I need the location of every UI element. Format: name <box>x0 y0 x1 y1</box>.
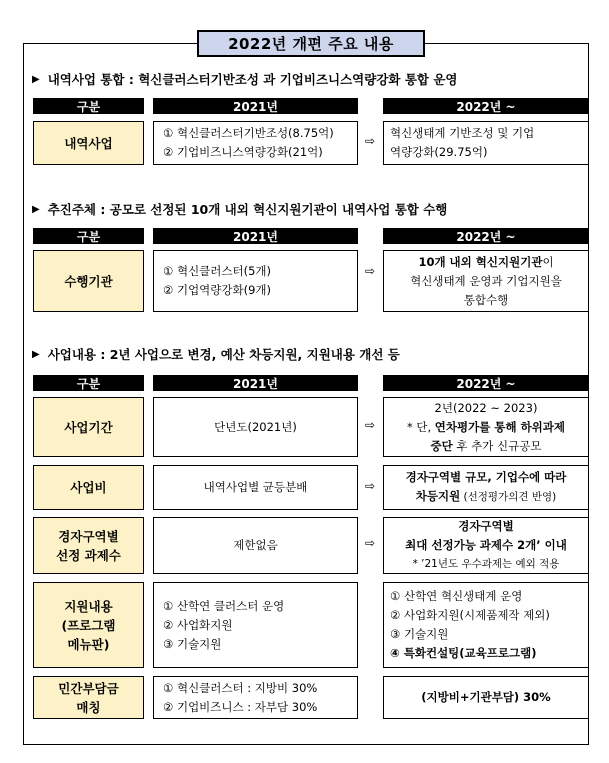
text-line: 단년도(2021년) <box>214 419 297 434</box>
row-label-budget: 사업비 <box>33 465 144 510</box>
text-fragment: 이 <box>542 254 554 269</box>
cell-2022-operator <box>383 250 589 312</box>
cell-2021-project-count <box>153 517 358 574</box>
note-text: * ’21년도 우수과제는 예외 적용 <box>412 558 560 570</box>
list-item: ① 혁신클러스터 : 지방비 30% <box>163 680 318 695</box>
text-line <box>407 418 565 437</box>
text-line <box>431 437 542 456</box>
emphasis-text: 10개 내외 혁신지원기관 <box>418 254 543 269</box>
emphasis-text: 연차평가를 통해 하위과제 <box>434 419 566 434</box>
text-line: 내역사업별 균등분배 <box>203 480 308 494</box>
label-line: 매칭 <box>76 699 101 715</box>
section-heading-3 <box>32 345 400 363</box>
section-heading-text: 사업내용 : 2년 사업으로 변경, 예산 차등지원, 지원내용 개선 등 <box>47 347 400 362</box>
text-line: 제한없음 <box>233 538 278 552</box>
list-item: ① 혁신클러스터(5개) <box>163 264 272 278</box>
arrow-right-icon: ⇨ <box>364 418 376 432</box>
cell-2022-support <box>383 582 589 668</box>
list-item: ③ 기술지원 <box>163 636 222 651</box>
section-heading-text: 내역사업 통합 : 혁신클러스터기반조성 과 기업비즈니스역량강화 통합 운영 <box>47 72 458 87</box>
text-fragment: (선정평가의견 반영) <box>460 491 557 503</box>
arrow-right-icon: ⇨ <box>364 264 376 278</box>
page-title: 2022년 개편 주요 내용 <box>197 30 425 57</box>
list-item: ③ 기술지원 <box>390 627 449 641</box>
bullet-triangle-icon: ▶ <box>32 203 40 215</box>
header-2021: 2021년 <box>153 98 358 114</box>
label-line: 경자구역별 <box>58 528 119 544</box>
section-heading-1 <box>32 70 458 88</box>
emphasis-text: 차등지원 <box>415 489 461 503</box>
text-line <box>416 487 556 507</box>
list-item: ④ 특화컨설팅(교육프로그램) <box>390 646 537 660</box>
list-item: ① 혁신클러스터기반조성(8.75억) <box>163 126 334 140</box>
cell-2021-operator <box>153 250 358 312</box>
cell-2022-matching <box>383 676 589 719</box>
text-fragment: 후 추가 신규공모 <box>452 438 542 453</box>
header-2021: 2021년 <box>153 375 358 391</box>
label-line: 선정 과제수 <box>56 547 121 563</box>
cell-2022-period <box>383 397 589 457</box>
row-label-matching <box>33 676 144 719</box>
cell-2022-project-count <box>383 517 589 574</box>
emphasis-text: 중단 <box>430 438 453 453</box>
cell-2021-subproject <box>153 121 358 165</box>
list-item: ② 기업비즈니스 : 자부담 30% <box>163 699 318 714</box>
emphasis-text: 경자구역별 <box>458 519 514 533</box>
section-heading-text: 추진주체 : 공모로 선정된 10개 내외 혁신지원기관이 내역사업 통합 수행 <box>47 202 448 217</box>
label-line: 민간부담금 <box>58 680 119 696</box>
header-2022: 2022년 ~ <box>383 375 589 391</box>
text-line: 역량강화(29.75억) <box>390 145 488 159</box>
row-label-subproject: 내역사업 <box>33 121 144 165</box>
list-item: ② 기업역량강화(9개) <box>163 283 272 297</box>
cell-2021-budget <box>153 465 358 510</box>
text-line: 통합수행 <box>463 292 509 307</box>
bullet-triangle-icon: ▶ <box>32 73 40 85</box>
text-fragment: * 단, <box>406 419 435 434</box>
cell-2021-period <box>153 397 358 457</box>
header-category: 구분 <box>33 98 144 114</box>
header-category: 구분 <box>33 375 144 391</box>
list-item: ① 산학연 클러스터 운영 <box>163 598 285 613</box>
arrow-right-icon: ⇨ <box>364 134 376 148</box>
header-2021: 2021년 <box>153 228 358 244</box>
text-line: 혁신생태계 운영과 기업지원을 <box>410 273 562 288</box>
arrow-right-icon: ⇨ <box>364 479 376 493</box>
arrow-right-icon: ⇨ <box>364 536 376 550</box>
cell-2021-support <box>153 582 358 668</box>
header-category: 구분 <box>33 228 144 244</box>
row-label-period: 사업기간 <box>33 397 144 457</box>
section-heading-2 <box>32 200 447 218</box>
text-line <box>418 253 553 272</box>
label-line: (프로그램 <box>61 617 116 633</box>
row-label-operator: 수행기관 <box>33 250 144 312</box>
cell-2022-budget <box>383 465 589 510</box>
cell-2021-matching <box>153 676 358 719</box>
emphasis-text: (지방비+기관부담) 30% <box>421 690 551 704</box>
list-item: ① 산학연 혁신생태계 운영 <box>390 589 523 603</box>
list-item: ② 사업화지원 <box>163 617 233 632</box>
header-2022: 2022년 ~ <box>383 228 589 244</box>
emphasis-text: 경자구역별 규모, 기업수에 따라 <box>405 470 567 484</box>
cell-2022-subproject <box>383 121 589 165</box>
row-label-support <box>33 582 144 668</box>
row-label-project-count <box>33 517 144 574</box>
header-2022: 2022년 ~ <box>383 98 589 114</box>
list-item: ② 기업비즈니스역량강화(21억) <box>163 145 323 159</box>
text-line: 혁신생태계 기반조성 및 기업 <box>390 126 535 140</box>
label-line: 지원내용 <box>64 598 113 614</box>
label-line: 메뉴판) <box>67 636 110 652</box>
text-line: 2년(2022 ~ 2023) <box>434 400 538 415</box>
list-item: ② 사업화지원(시제품제작 제외) <box>390 608 550 622</box>
emphasis-text: 최대 선정가능 과제수 2개’ 이내 <box>405 538 567 552</box>
bullet-triangle-icon: ▶ <box>32 348 40 360</box>
